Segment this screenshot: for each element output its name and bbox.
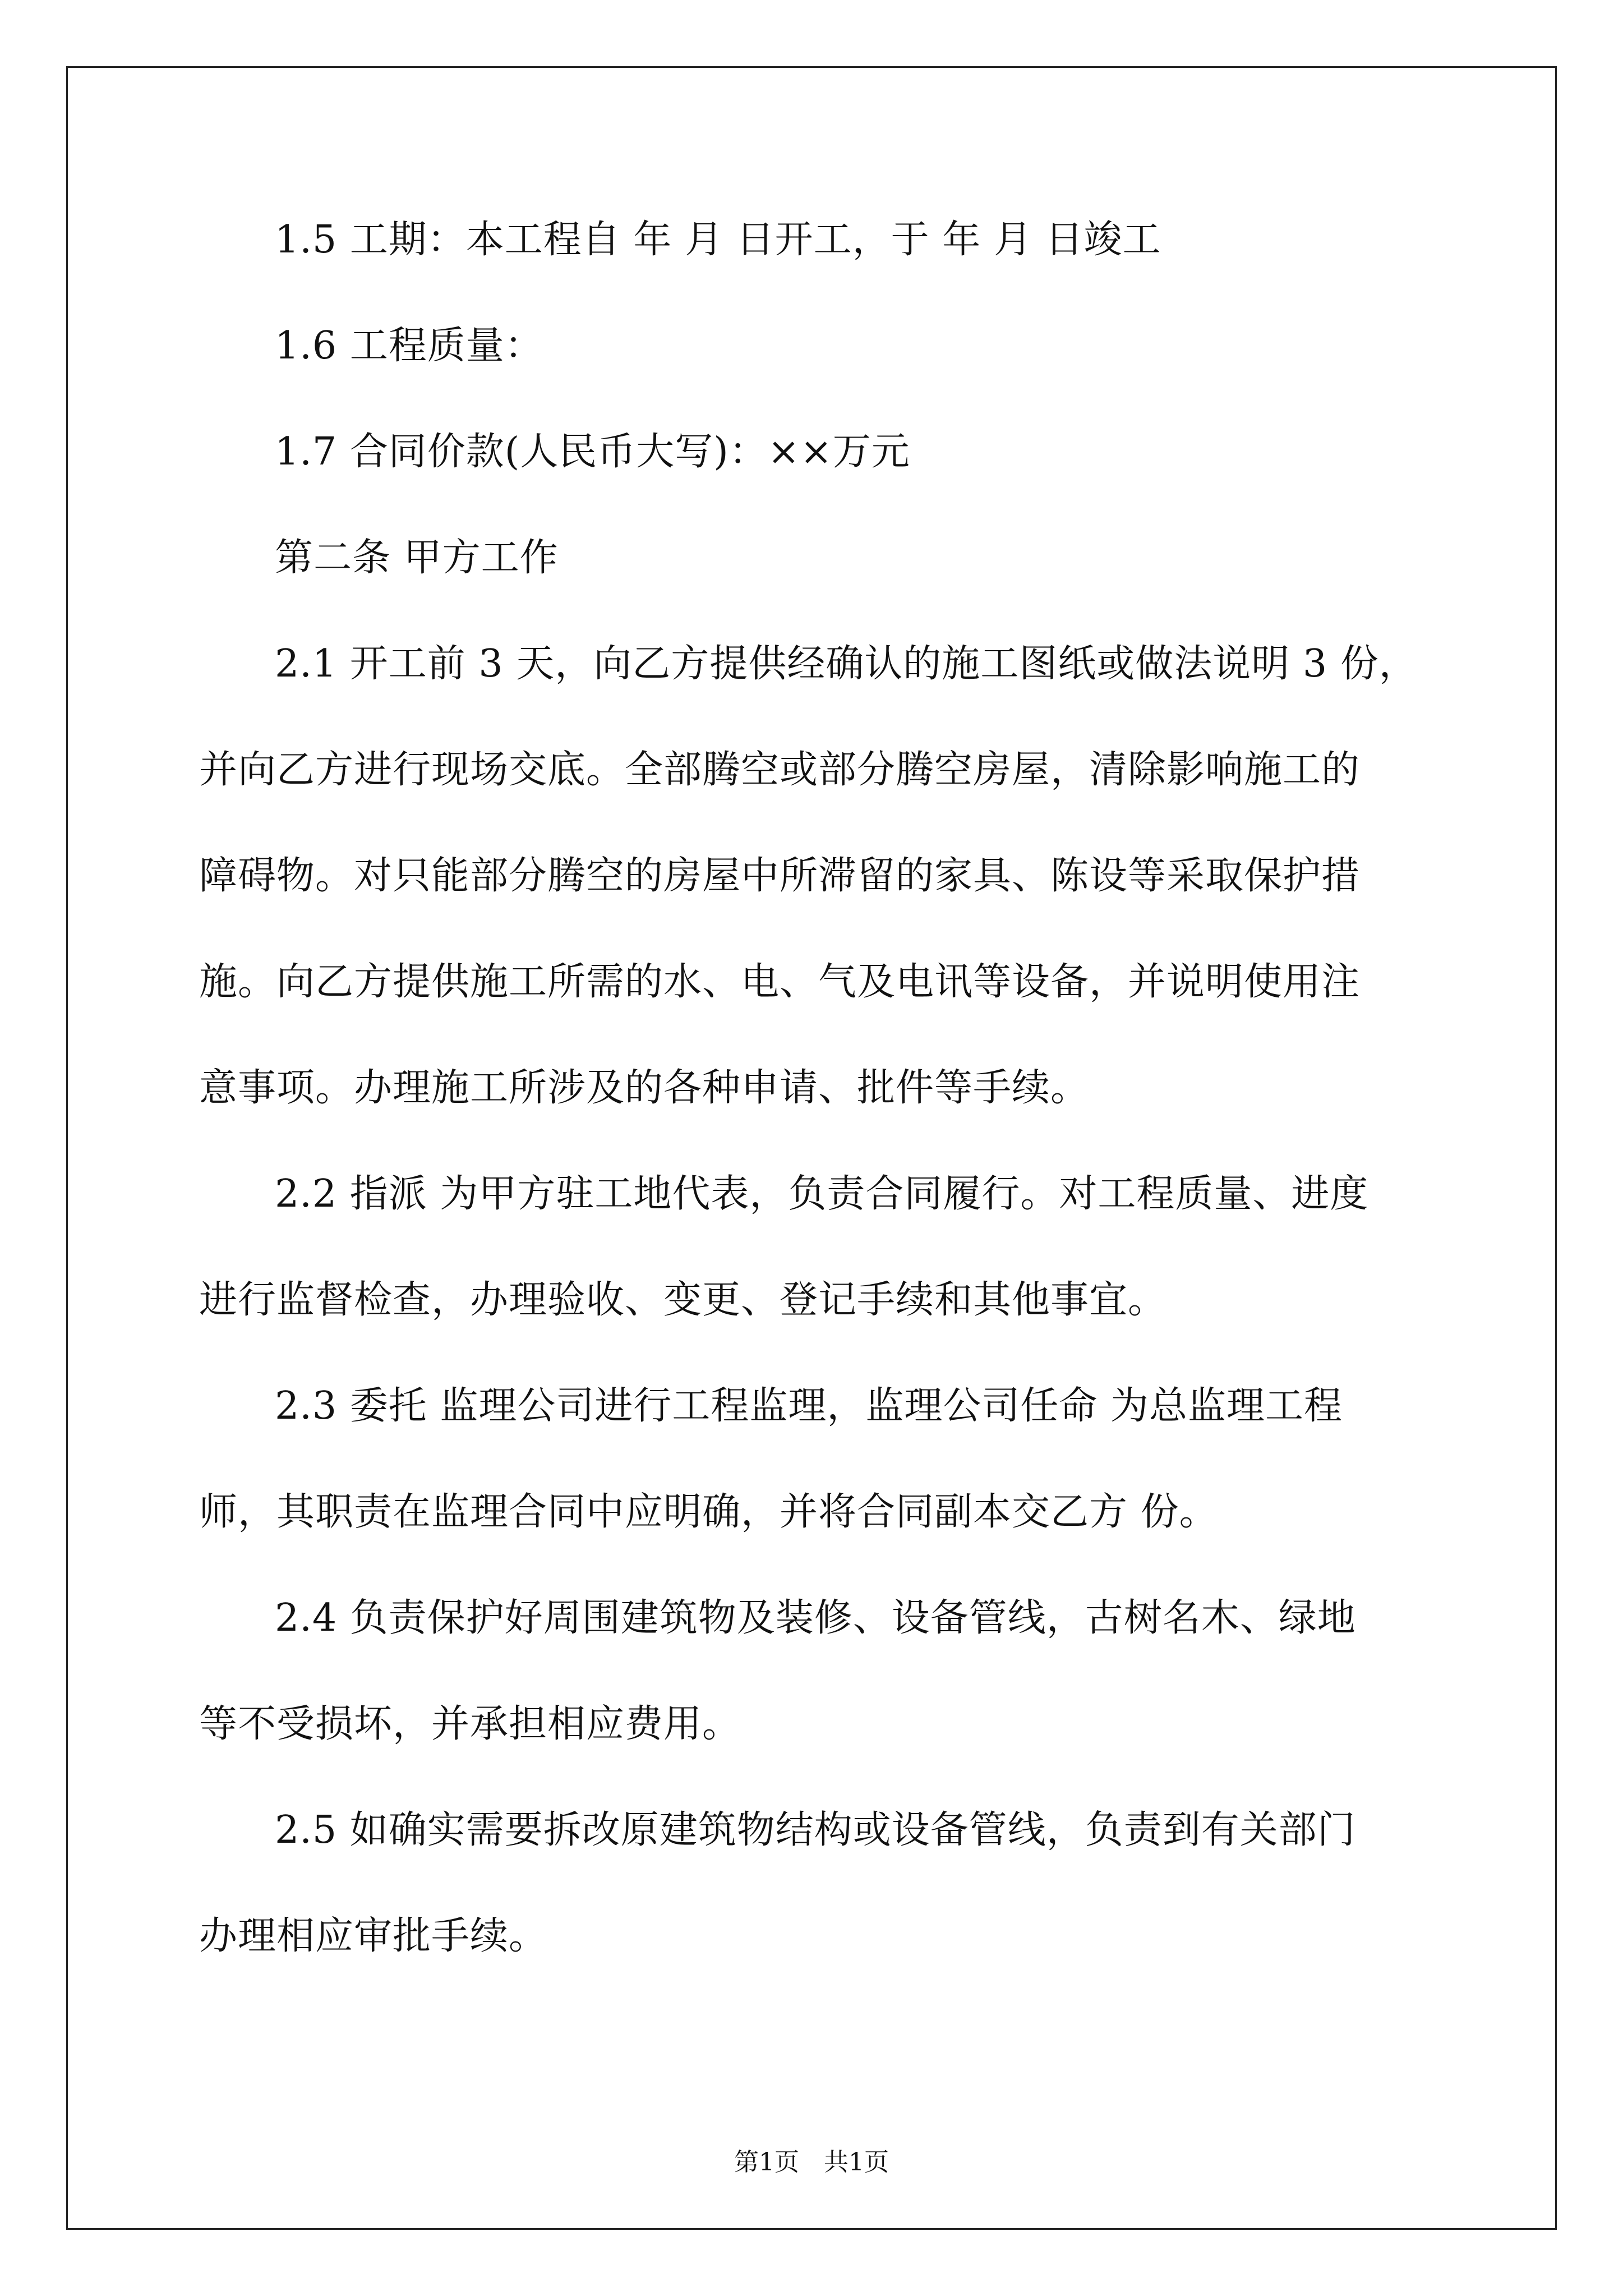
clause-2-4-line-1: 2.4 负责保护好周围建筑物及装修、设备管线，古树名木、绿地	[275, 1596, 1356, 1640]
clause-1-6: 1.6 工程质量：	[275, 324, 543, 368]
clause-2-1-line-5: 意事项。办理施工所涉及的各种申请、批件等手续。	[199, 1066, 1090, 1110]
section-heading-article-2: 第二条 甲方工作	[275, 536, 559, 580]
clause-2-3-line-2: 师，其职责在监理合同中应明确，并将合同副本交乙方 份。	[199, 1490, 1218, 1534]
clause-2-2-line-1: 2.2 指派 为甲方驻工地代表，负责合同履行。对工程质量、进度	[275, 1172, 1369, 1216]
clause-2-5-line-1: 2.5 如确实需要拆改原建筑物结构或设备管线，负责到有关部门	[275, 1808, 1356, 1852]
page-border	[66, 66, 1557, 2230]
clause-2-1-line-1: 2.1 开工前 3 天，向乙方提供经确认的施工图纸或做法说明 3 份，	[275, 642, 1418, 686]
clause-2-3-line-1: 2.3 委托 监理公司进行工程监理，监理公司任命 为总监理工程	[275, 1384, 1343, 1428]
clause-1-7: 1.7 合同价款(人民币大写)：××万元	[275, 430, 910, 474]
clause-2-1-line-2: 并向乙方进行现场交底。全部腾空或部分腾空房屋，清除影响施工的	[199, 748, 1361, 792]
page-number-footer: 第1页 共1页	[734, 2148, 889, 2177]
clause-2-1-line-3: 障碍物。对只能部分腾空的房屋中所滞留的家具、陈设等采取保护措	[199, 854, 1361, 898]
clause-2-2-line-2: 进行监督检查，办理验收、变更、登记手续和其他事宜。	[199, 1278, 1167, 1322]
clause-1-5: 1.5 工期：本工程自 年 月 日开工，于 年 月 日竣工	[275, 218, 1161, 262]
clause-2-1-line-4: 施。向乙方提供施工所需的水、电、气及电讯等设备，并说明使用注	[199, 960, 1361, 1004]
clause-2-4-line-2: 等不受损坏，并承担相应费用。	[199, 1702, 741, 1746]
clause-2-5-line-2: 办理相应审批手续。	[199, 1914, 548, 1958]
